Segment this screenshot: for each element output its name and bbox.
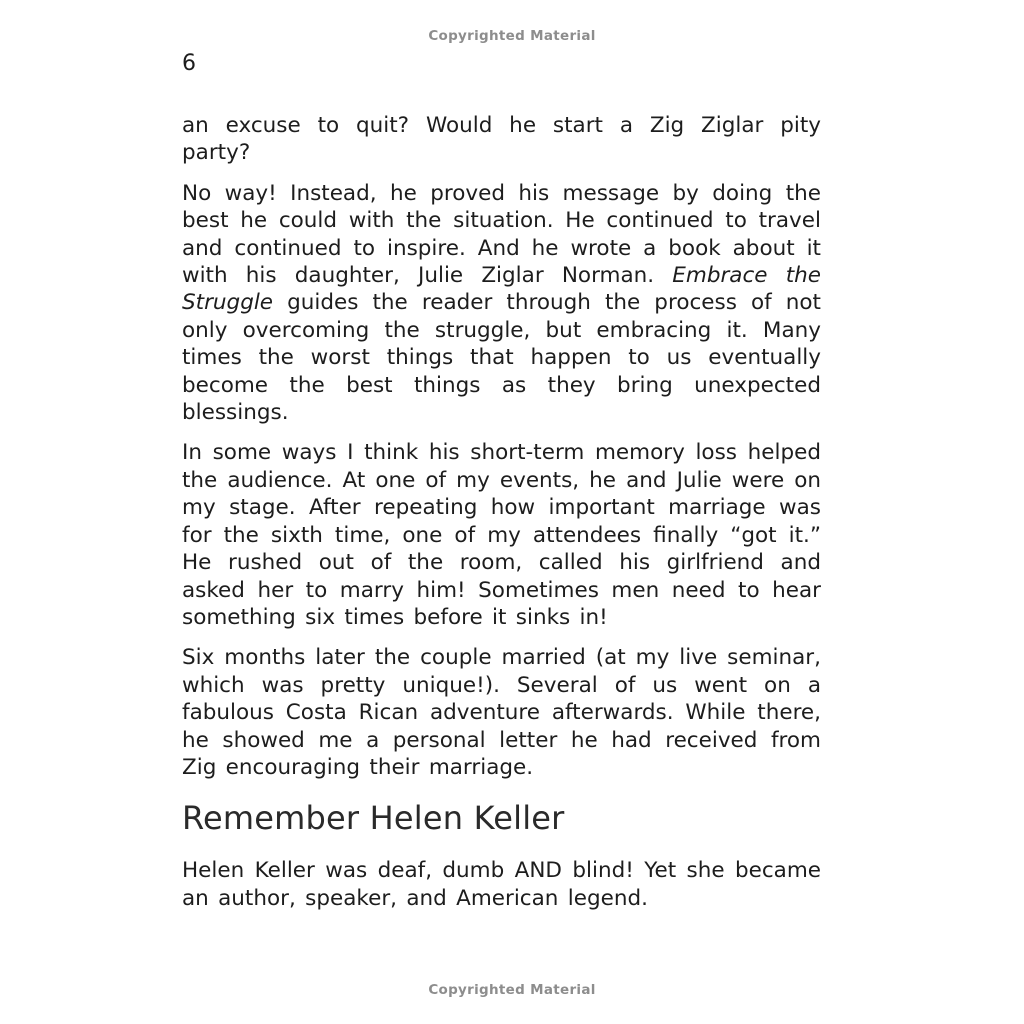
section-heading: Remember Helen Keller [182,799,565,838]
paragraph-2-text-post: guides the reader through the process of not only overcoming the struggle, but embracing it. Many times the worst things that happen to us eventually become the best things as they bring unexpected blessings. [182,290,821,426]
book-title-italic: Embrace the Struggle [182,263,821,316]
page-number: 6 [182,51,196,76]
paragraph-3: In some ways I think his short-term memory loss helped the audience. At one of my events, he and Julie were on my stage. After repeating how important marriage was for the sixth time, one of my attendees finally “got it.” He rushed out of the room, called his girlfriend and asked her to marry him! Sometimes men need to hear something six times before it sinks in! [182,440,821,630]
copyright-notice-bottom: Copyrighted Material [428,982,596,998]
paragraph-5: Helen Keller was deaf, dumb AND blind! Yet she became an author, speaker, and American legend. [182,858,821,911]
page-content [182,112,821,925]
paragraph-1: an excuse to quit? Would he start a Zig Ziglar pity party? [182,113,821,166]
paragraph-2-text-pre: No way! Instead, he proved his message by doing the best he could with the situation. He continued to travel and continued to inspire. And he wrote a book about it with his daughter, Julie Ziglar Norman. [182,180,821,289]
copyright-notice-top: Copyrighted Material [428,28,596,44]
paragraph-2 [182,180,821,427]
paragraph-4: Six months later the couple married (at my live seminar, which was pretty unique!). Several of us went on a fabulous Costa Rican adventure afterwards. While there, he showed me a personal letter he had received from Zig encouraging their marriage. [182,645,821,780]
